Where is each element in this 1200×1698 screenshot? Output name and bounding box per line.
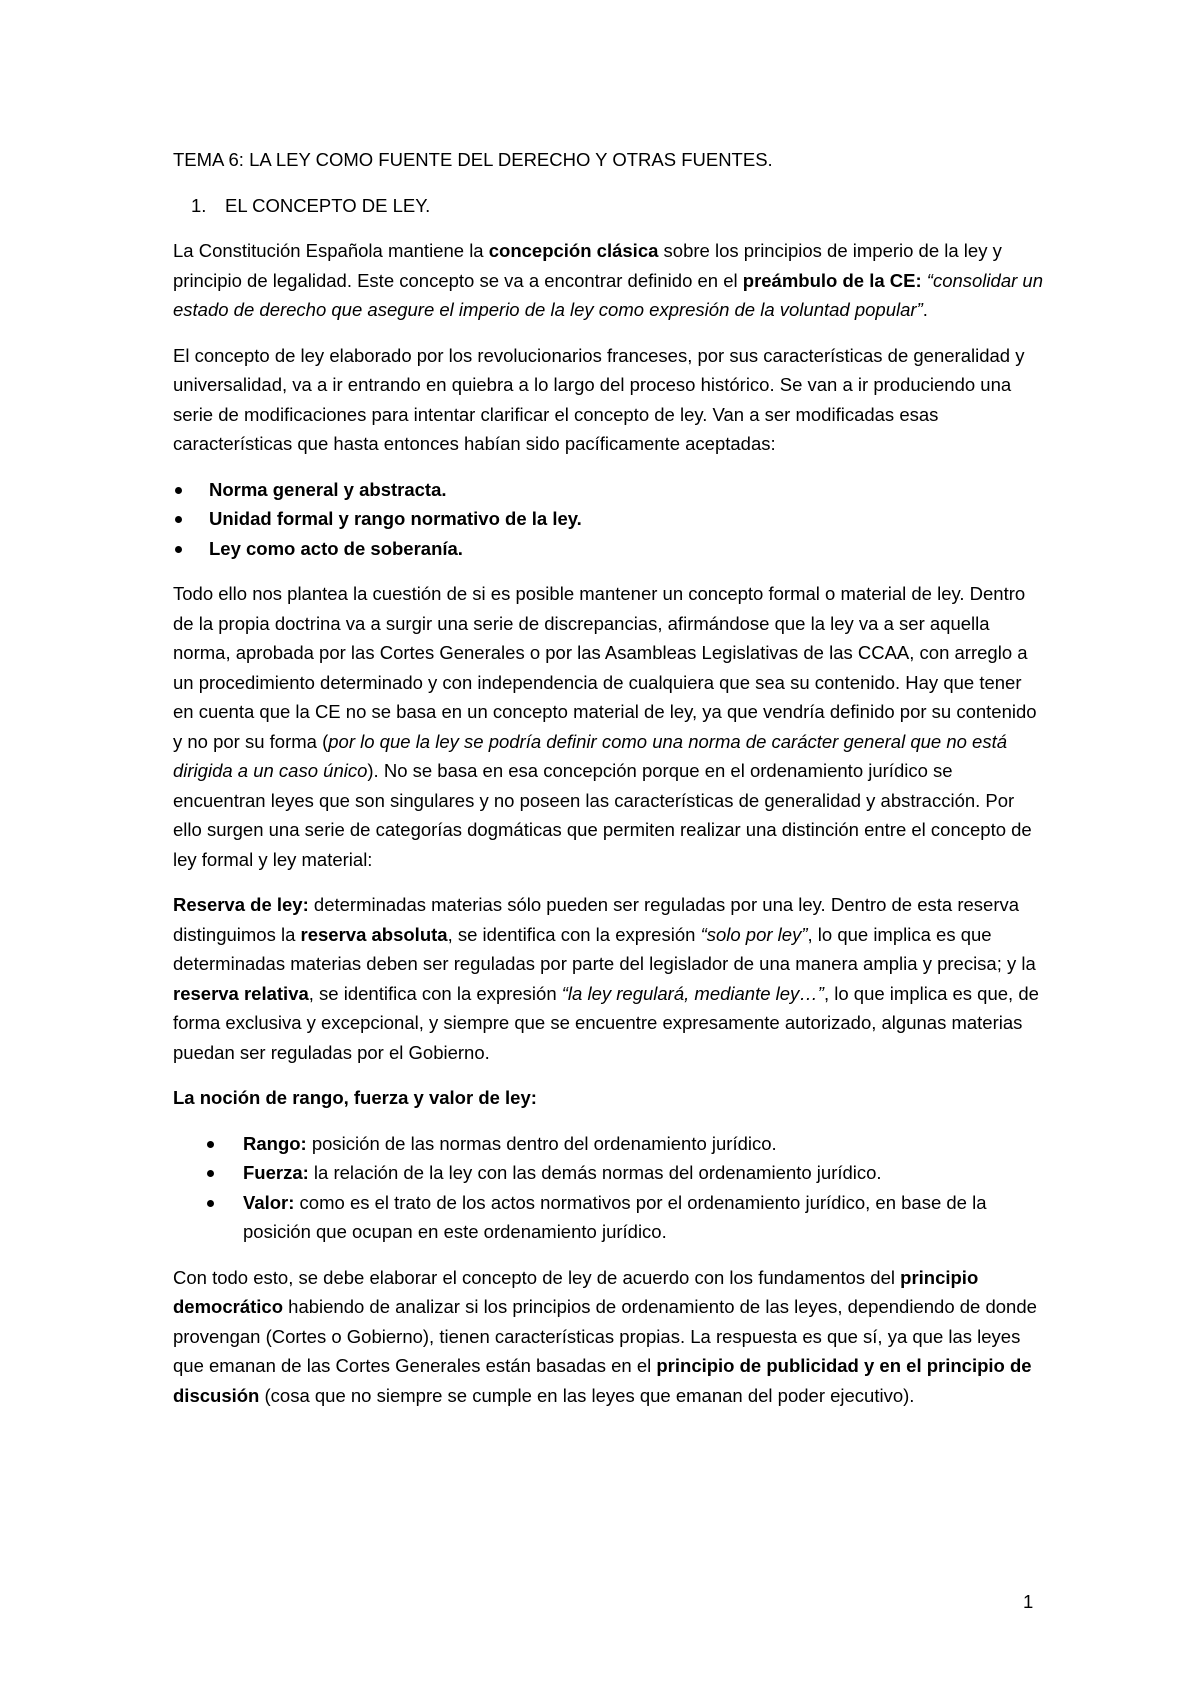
section-heading-text: EL CONCEPTO DE LEY. xyxy=(225,194,431,216)
paragraph-4-text-b: determinadas materias sólo pueden ser reguladas por una ley. Dentro de esta reserva distinguimos la xyxy=(173,894,1020,945)
bullet-icon xyxy=(175,516,182,523)
paragraph-4-text-j: , lo que implica es que, de forma exclusiva y excepcional, y siempre que se encuentre expresamente autorizado, algunas materias puedan ser reguladas por el Gobierno. xyxy=(173,982,1039,1063)
list-item-text: Norma general y abstracta. xyxy=(209,478,447,500)
paragraph-5-bold: La noción de rango, fuerza y valor de ley: xyxy=(173,1087,537,1108)
paragraph-4-text-f: , lo que implica es que determinadas materias deben ser reguladas por parte del legislador de una manera amplia y precisa; y la xyxy=(173,923,1036,974)
paragraph-1-quote: “consolidar un estado de derecho que asegure el imperio de la ley como expresión de la voluntad popular” xyxy=(173,269,1043,320)
bullet-icon xyxy=(175,546,182,553)
paragraph-4-italic-solo-por-ley: “solo por ley” xyxy=(700,923,808,945)
paragraph-6 xyxy=(173,1263,1045,1411)
document-title: TEMA 6: LA LEY COMO FUENTE DEL DERECHO Y OTRAS FUENTES. xyxy=(173,149,773,170)
rango-fuerza-valor-list xyxy=(173,1129,1045,1247)
bullet-icon xyxy=(207,1200,214,1207)
paragraph-4-text-h: , se identifica con la expresión xyxy=(308,982,562,1004)
bullet-icon xyxy=(207,1170,214,1177)
paragraph-1-bold-classic-conception: concepción clásica xyxy=(488,240,659,261)
list-item xyxy=(173,475,1045,505)
paragraph-4-italic-la-ley-regulara: “la ley regulará, mediante ley…” xyxy=(561,982,824,1004)
paragraph-4-bold-reserva-de-ley: Reserva de ley: xyxy=(173,894,309,915)
list-item-text: Ley como acto de soberanía. xyxy=(209,537,463,559)
paragraph-4 xyxy=(173,890,1045,1067)
list-item xyxy=(173,1158,1045,1188)
paragraph-1 xyxy=(173,236,1045,325)
paragraph-6-bold-principio-democratico: principio democrático xyxy=(173,1266,979,1317)
paragraph-3-text-c: ). No se basa en esa concepción porque en el ordenamiento jurídico se encuentran leyes que son singulares y no poseen las características de generalidad y abstracción. Por ello surgen una serie de categorías dogmáticas que permiten realizar una distinción entre el concepto de ley formal y ley material: xyxy=(173,760,1032,870)
paragraph-6-bold-publicidad-discusion: principio de publicidad y en el principio de discusión xyxy=(173,1355,1032,1406)
paragraph-3 xyxy=(173,579,1045,874)
list-item-text: la relación de la ley con las demás normas del ordenamiento jurídico. xyxy=(308,1162,882,1183)
list-item xyxy=(173,1188,1045,1247)
paragraph-1-text-f: . xyxy=(922,299,928,320)
list-item-text: posición de las normas dentro del ordenamiento jurídico. xyxy=(306,1132,777,1154)
paragraph-4-bold-reserva-absoluta: reserva absoluta xyxy=(300,923,448,945)
section-heading xyxy=(191,191,1045,221)
list-item-text: como es el trato de los actos normativos por el ordenamiento jurídico, en base de la posición que ocupan en este ordenamiento jurídico. xyxy=(243,1191,987,1242)
list-item xyxy=(173,504,1045,534)
paragraph-3-text-a: Todo ello nos plantea la cuestión de si es posible mantener un concepto formal o material de ley. Dentro de la propia doctrina va a surgir una serie de discrepancias, afirmándose que la ley va a ser aquella norma, aprobada por las Cortes Generales o por las Asambleas Legislativas de las CCAA, con arreglo a un procedimiento determinado y con independencia de cualquiera que sea su contenido. Hay que tener en cuenta que la CE no se basa en un concepto material de ley, ya que vendría definido por su contenido y no por su forma ( xyxy=(173,583,1037,752)
paragraph-1-bold-preamble: preámbulo de la CE: xyxy=(742,269,922,291)
paragraph-3-italic: por lo que la ley se podría definir como una norma de carácter general que no está dirigida a un caso único xyxy=(173,730,1008,781)
paragraph-1-text-a: La Constitución Española mantiene la xyxy=(173,240,489,261)
bullet-icon xyxy=(175,487,182,494)
section-number: 1. xyxy=(191,194,207,216)
paragraph-4-bold-reserva-relativa: reserva relativa xyxy=(173,982,309,1004)
paragraph-5-heading xyxy=(173,1083,1045,1113)
list-item xyxy=(173,534,1045,564)
list-item-term: Rango: xyxy=(243,1132,307,1154)
list-item-term: Valor: xyxy=(243,1191,295,1213)
document-body xyxy=(173,145,1045,1426)
bullet-icon xyxy=(207,1141,214,1148)
list-item-term: Fuerza: xyxy=(243,1162,309,1183)
list-item-text: Unidad formal y rango normativo de la ley. xyxy=(209,508,582,529)
paragraph-6-text-a: Con todo esto, se debe elaborar el concepto de ley de acuerdo con los fundamentos del xyxy=(173,1266,901,1288)
paragraph-6-text-c: habiendo de analizar si los principios de ordenamiento de las leyes, dependiendo de donde provengan (Cortes o Gobierno), tienen características propias. La respuesta es que sí, ya que las leyes que emanan de las Cortes Generales están basadas en el xyxy=(173,1296,1037,1376)
paragraph-4-text-d: , se identifica con la expresión xyxy=(447,923,701,945)
paragraph-6-text-e: (cosa que no siempre se cumple en las leyes que emanan del poder ejecutivo). xyxy=(259,1384,915,1406)
page-number: 1 xyxy=(1023,1591,1034,1612)
paragraph-2: El concepto de ley elaborado por los revolucionarios franceses, por sus características de generalidad y universalidad, va a ir entrando en quiebra a lo largo del proceso histórico. Se van a ir produciendo una serie de modificaciones para intentar clarificar el concepto de ley. Van a ser modificadas esas características que hasta entonces habían sido pacíficamente aceptadas: xyxy=(173,344,1025,454)
paragraph-1-text-c: sobre los principios de imperio de la ley y principio de legalidad. Este concepto se va a encontrar definido en el xyxy=(173,240,1002,291)
list-item xyxy=(173,1129,1045,1159)
characteristics-list xyxy=(173,475,1045,564)
